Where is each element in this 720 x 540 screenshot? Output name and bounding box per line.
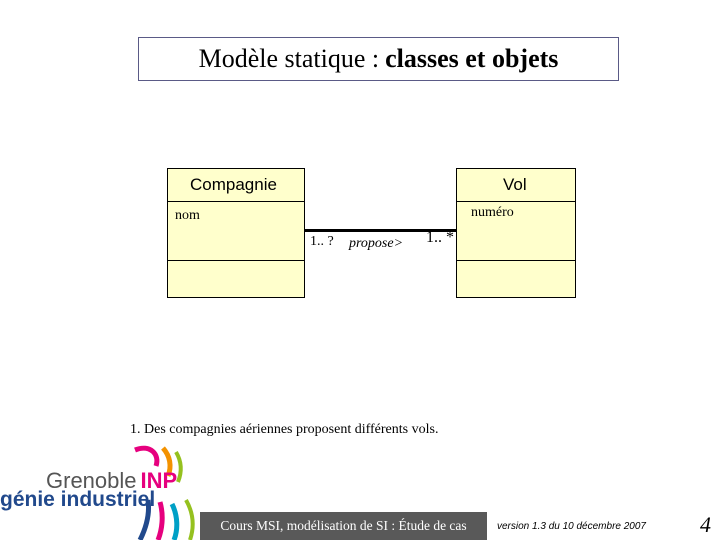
multiplicity-right: 1.. * <box>426 229 454 246</box>
multiplicity-left: 1.. ? <box>310 234 334 249</box>
class-compagnie <box>167 168 305 298</box>
slide-title <box>138 37 619 81</box>
logo-inp: INP <box>140 468 178 493</box>
logo-grenoble: Grenoble <box>46 468 137 493</box>
class-vol-operations <box>457 261 575 297</box>
class-vol-attribute: numéro <box>457 202 575 261</box>
class-vol-name: Vol <box>457 169 575 202</box>
footer-course-title: Cours MSI, modélisation de SI : Étude de cas <box>200 512 487 540</box>
title-bold: classes et objets <box>385 44 559 73</box>
title-normal: Modèle statique : <box>198 44 380 73</box>
diagram-caption: 1. Des compagnies aériennes proposent différents vols. <box>130 422 439 437</box>
footer-version: version 1.3 du 10 décembre 2007 <box>497 521 646 532</box>
page-number: 4 <box>700 512 711 537</box>
logo-line2: génie industriel <box>0 488 156 511</box>
association-name: propose> <box>349 236 404 251</box>
class-vol <box>456 168 576 298</box>
class-compagnie-name: Compagnie <box>168 169 304 202</box>
class-compagnie-attribute: nom <box>168 202 304 261</box>
class-compagnie-operations <box>168 261 304 297</box>
